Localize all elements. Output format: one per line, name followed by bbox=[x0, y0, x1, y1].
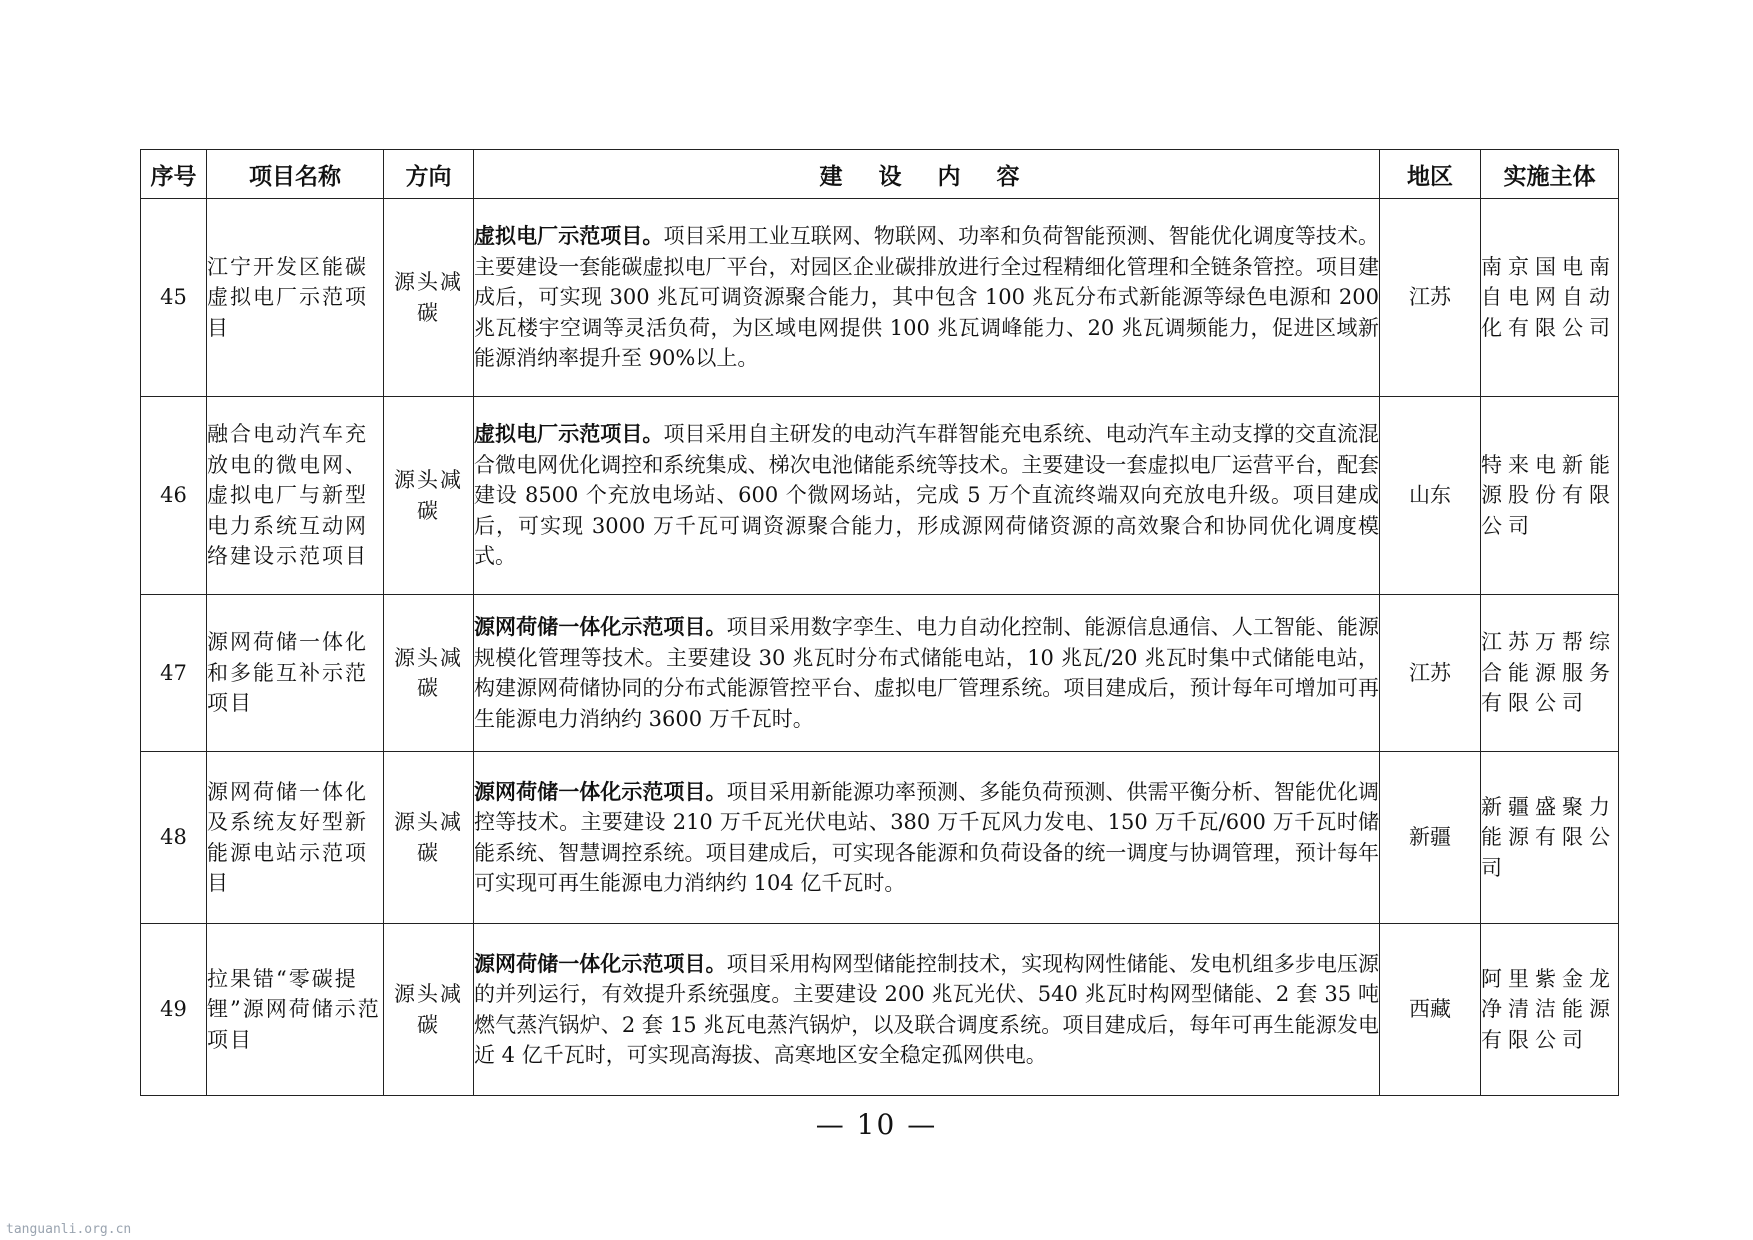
content-lead: 虚拟电厂示范项目。 bbox=[474, 223, 664, 249]
project-organization: 阿里紫金龙净清洁能源有限公司 bbox=[1481, 924, 1619, 1096]
header-region: 地区 bbox=[1380, 150, 1481, 199]
content-lead: 源网荷储一体化示范项目。 bbox=[474, 778, 727, 804]
content-lead: 虚拟电厂示范项目。 bbox=[474, 421, 664, 447]
content-body: 项目采用工业互联网、物联网、功率和负荷智能预测、智能优化调度等技术。主要建设一套能碳虚拟电厂平台，对园区企业碳排放进行全过程精细化管理和全链条管控。项目建成后，可实现 300 兆瓦可调资源聚合能力，其中包含 100 兆瓦分布式新能源等绿色电源和 200 兆瓦楼宇空调等灵活负荷，为区域电网提供 100 兆瓦调峰能力、20 兆瓦调频能力，促进区域新能源消纳率提升至 90%以上。 bbox=[474, 224, 1380, 371]
content-body: 项目采用数字孪生、电力自动化控制、能源信息通信、人工智能、能源规模化管理等技术。主要建设 30 兆瓦时分布式储能电站，10 兆瓦/20 兆瓦时集中式储能电站，构建源网荷储协同的分布式能源管控平台、虚拟电厂管理系统。项目建成后，预计每年可增加可再生能源电力消纳约 3600 万千瓦时。 bbox=[474, 615, 1380, 731]
page-number: — 10 — bbox=[815, 1108, 938, 1141]
row-number: 49 bbox=[141, 924, 207, 1096]
project-direction: 源头减碳 bbox=[384, 397, 474, 595]
header-number: 序号 bbox=[141, 150, 207, 199]
table-row bbox=[141, 397, 1619, 595]
project-region: 新疆 bbox=[1380, 752, 1481, 924]
project-organization: 江苏万帮综合能源服务有限公司 bbox=[1481, 595, 1619, 752]
project-name: 源网荷储一体化及系统友好型新能源电站示范项目 bbox=[207, 752, 384, 924]
row-number: 48 bbox=[141, 752, 207, 924]
project-direction: 源头减碳 bbox=[384, 752, 474, 924]
project-content bbox=[474, 199, 1380, 397]
project-direction: 源头减碳 bbox=[384, 199, 474, 397]
table-row bbox=[141, 924, 1619, 1096]
project-name: 拉果错“零碳提锂”源网荷储示范项目 bbox=[207, 924, 384, 1096]
table-row bbox=[141, 199, 1619, 397]
project-region: 江苏 bbox=[1380, 199, 1481, 397]
header-organization: 实施主体 bbox=[1481, 150, 1619, 199]
table-row bbox=[141, 595, 1619, 752]
content-body: 项目采用构网型储能控制技术，实现构网性储能、发电机组多步电压源的并列运行，有效提升系统强度。主要建设 200 兆瓦光伏、540 兆瓦时构网型储能、2 套 35 吨燃气蒸汽锅炉、2 套 15 兆瓦电蒸汽锅炉，以及联合调度系统。项目建成后，每年可再生能源发电近 4 亿千瓦时，可实现高海拔、高寒地区安全稳定孤网供电。 bbox=[474, 951, 1380, 1067]
project-content bbox=[474, 595, 1380, 752]
project-region: 江苏 bbox=[1380, 595, 1481, 752]
project-content bbox=[474, 752, 1380, 924]
watermark-text: tanguanli.org.cn bbox=[6, 1222, 132, 1237]
project-content bbox=[474, 397, 1380, 595]
project-organization: 特来电新能源股份有限公司 bbox=[1481, 397, 1619, 595]
project-organization: 南京国电南自电网自动化有限公司 bbox=[1481, 199, 1619, 397]
header-direction: 方向 bbox=[384, 150, 474, 199]
project-direction: 源头减碳 bbox=[384, 924, 474, 1096]
project-organization: 新疆盛聚力能源有限公司 bbox=[1481, 752, 1619, 924]
project-name: 江宁开发区能碳虚拟电厂示范项目 bbox=[207, 199, 384, 397]
header-content: 建 设 内 容 bbox=[474, 150, 1380, 199]
project-table bbox=[140, 149, 1619, 1096]
row-number: 47 bbox=[141, 595, 207, 752]
project-region: 山东 bbox=[1380, 397, 1481, 595]
content-body: 项目采用新能源功率预测、多能负荷预测、供需平衡分析、智能优化调控等技术。主要建设 210 万千瓦光伏电站、380 万千瓦风力发电、150 万千瓦/600 万千瓦时储能系统、智慧调控系统。项目建成后，可实现各能源和负荷设备的统一调度与协调管理，预计每年可实现可再生能源电力消纳约 104 亿千瓦时。 bbox=[474, 779, 1380, 895]
row-number: 45 bbox=[141, 199, 207, 397]
content-lead: 源网荷储一体化示范项目。 bbox=[474, 614, 727, 639]
row-number: 46 bbox=[141, 397, 207, 595]
project-content bbox=[474, 924, 1380, 1096]
content-lead: 源网荷储一体化示范项目。 bbox=[474, 950, 727, 976]
content-body: 项目采用自主研发的电动汽车群智能充电系统、电动汽车主动支撑的交直流混合微电网优化调控和系统集成、梯次电池储能系统等技术。主要建设一套虚拟电厂运营平台，配套建设 8500 个充放电场站、600 个微网场站，完成 5 万个直流终端双向充放电升级。项目建成后，可实现 3000 万千瓦可调资源聚合能力，形成源网荷储资源的高效聚合和协同优化调度模式。 bbox=[474, 422, 1380, 569]
project-name: 融合电动汽车充放电的微电网、虚拟电厂与新型电力系统互动网络建设示范项目 bbox=[207, 397, 384, 595]
header-project-name: 项目名称 bbox=[207, 150, 384, 199]
table-header-row bbox=[141, 150, 1619, 199]
project-name: 源网荷储一体化和多能互补示范项目 bbox=[207, 595, 384, 752]
project-region: 西藏 bbox=[1380, 924, 1481, 1096]
table-row bbox=[141, 752, 1619, 924]
project-direction: 源头减碳 bbox=[384, 595, 474, 752]
